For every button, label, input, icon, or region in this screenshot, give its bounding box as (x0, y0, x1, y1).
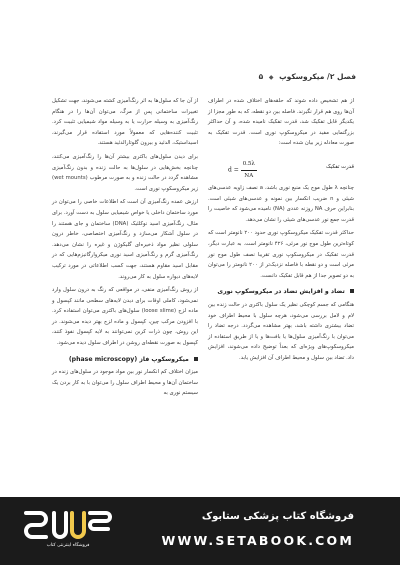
section-heading-latin: (phase microscopy) (68, 355, 138, 363)
chapter-heading (259, 72, 356, 81)
right-column (208, 96, 354, 366)
paragraph: از روش رنگ‌آمیزی منفی، در مواقعی که رنگ به درون سلول وارد نمی‌شود، کاملی اوقات برای دیدن لایه‌های سطحی مانند کپسول و ماده لزج (loose slime) سلول‌های باکتری می‌توان استفاده کرد. با افزودن مرکب چین، کپسول و ماده لزج بهتر دیده می‌شوند. در این روش، چون ذرات کربن نمی‌توانند به لایه کپسول نفوذ کنند، کپسول به صورت نقطه‌ای روشن در اطراف سلول دیده می‌شود. (52, 287, 198, 347)
formula-fraction (241, 159, 257, 181)
formula-numerator: 0.5λ (241, 159, 257, 171)
formula-prefix: d = (228, 166, 241, 174)
square-bullet-icon (194, 357, 198, 361)
paragraph: ارزش عمده رنگ‌آمیزی آن است که اطلاعات خاصی را می‌توان در مورد ساختمان داخلی یا خواص شیمیایی سلول به دست آورد. برای مثال، رنگ‌آمیزی اسید نوکلئیک (DNA) ساختمان و جای هستند را در سلول آشکار می‌سازد و رنگ‌آمیزی اختصاصی، خاطر درون سلولی نظیر مواد ذخیره‌ای گلیکوژن و غیره را نشان می‌دهد. رنگ‌آمیزی گرم و رنگ‌آمیزی اسید نوری میکروارگانیزم‌هایی که در مقابل اسید مقاوم هستند، جهت کسب اطلاعاتی در مورد ترکیب لایه‌های دیواره سلول به کار می‌روند. (52, 199, 199, 280)
square-bullet-icon (350, 289, 354, 293)
logo-tagline: فروشگاه اینترنتی کتاب (46, 543, 90, 548)
formula-label: قدرت تفکیک (326, 163, 354, 170)
paragraph: میزان اختلاف کم انکسار نور بین مواد موجود در سلول‌های زنده در ساختمان آن‌ها و محیط اطراف سلول را می‌توان با به کار بردن یک سیستم نوری به (52, 369, 198, 397)
formula-denominator: NA (244, 172, 254, 179)
section-heading-text: میکروسکوپ فاز (139, 355, 189, 363)
store-footer-banner[interactable] (0, 497, 400, 565)
running-header (46, 72, 356, 86)
section-heading-text: تضاد و افزایش تضاد در میکروسکوپ نوری (217, 288, 345, 296)
setabook-logo-icon (20, 507, 116, 541)
chapter-title: فصل ۲/ میکروسکوپ (279, 72, 356, 81)
section-heading (208, 287, 354, 298)
resolution-formula (208, 155, 354, 177)
paragraph: حداکثر قدرت تفکیک میکروسکوپ نوری حدود ۲۰۰ نانومتر است که کوتاه‌ترین طول موج نور مرئی، ۴۲۶ نانومتر است. به عبارت دیگر، قدرت تفکیک در میکروسکوپ نوری تقریبا نصف طول موج نور مرئی است و دو نقطه با فاصله نزدیک‌تر از ۲۰۰ نانومتر را می‌توان به دو تصویر جدا از هم قابل تفکیک دانست. (208, 230, 354, 279)
section-heading (52, 355, 198, 366)
diamond-icon: ◆ (268, 74, 274, 81)
paragraph: از هم تشخیص داده شوند که حلقه‌های اختلاف شده در اطراف آن‌ها روی هم قرار نگیرند. فاصله بین دو نقطه، که به طور مجزا از یکدیگر قابل تفکیک شد، قدرت تفکیک نامیده شده، و آن حداکثر بزرگنمایی مفید در میکروسکوپ نوری است. قدرت تفکیک به صورت معادله زیر بیان شده است: (208, 98, 354, 147)
setabook-logo[interactable] (20, 507, 116, 555)
paragraph: هنگامی که جسم کوچکی نظیر یک سلول باکتری در حالت زنده بین لام و لامل بررسی می‌شود، هرچه سلول با محیط اطراف خود تضاد بیشتری داشته باشد، بهتر مشاهده می‌گردد. درجه تضاد را می‌توان با رنگ‌آمیزی سلول‌ها یا بافت‌ها و یا از طریق استفاده از میکروسکوپ‌های ویژه‌ای که بعداً توضیح داده می‌شوند، افزایش داد. تضاد بین سلول و محیط اطراف آن افزایش یابد. (208, 301, 354, 361)
paragraph: برای دیدن سلول‌های باکتری بیشتر آن‌ها را رنگ‌آمیزی می‌کنند، چنانچه بخش‌هایی در سلول‌ها به حالت زنده و بدون رنگ‌آمیزی مشاهده گردد در حالت زنده و به صورت مرطوب (wet mounts) زیر میکروسکوپ نوری است. (52, 153, 198, 192)
paragraph: چنانچه λ طول موج یک منبع نوری باشد، a نصف زاویه عدسی‌های شیئی و n ضریب انکسار بین نمونه و عدسی‌های شیئی است. بنابراین حرف NA روزنه عددی (NA) نامیده می‌شود که خاصیت را قدرت جمع نور عدسی‌های شیئی را نشان می‌دهد. (208, 184, 354, 223)
store-url-link[interactable]: WWW.SETABOOK.COM (161, 533, 354, 548)
left-column (52, 96, 198, 402)
paragraph: از آن جا که سلول‌ها به اثر رنگ‌آمیزی کشته می‌شوند، جهت تشکیل تغییرات ساختمانی پس از مرگ، می‌توان آن‌ها را در هنگام رنگ‌آمیزی به وسیله حرارت یا به وسیله مواد شیمیایی تثبیت کرد. تثبیت کننده‌هایی که معمولاً مورد استفاده قرار می‌گیرند، اسیداستیک، الدئید و بیرون گلوتارالدئید هستند. (52, 98, 198, 147)
page-number: ۵ (258, 72, 264, 81)
formula-expression (228, 159, 257, 181)
store-name: فروشگاه کتاب پزشکی ستابوک (201, 511, 354, 522)
